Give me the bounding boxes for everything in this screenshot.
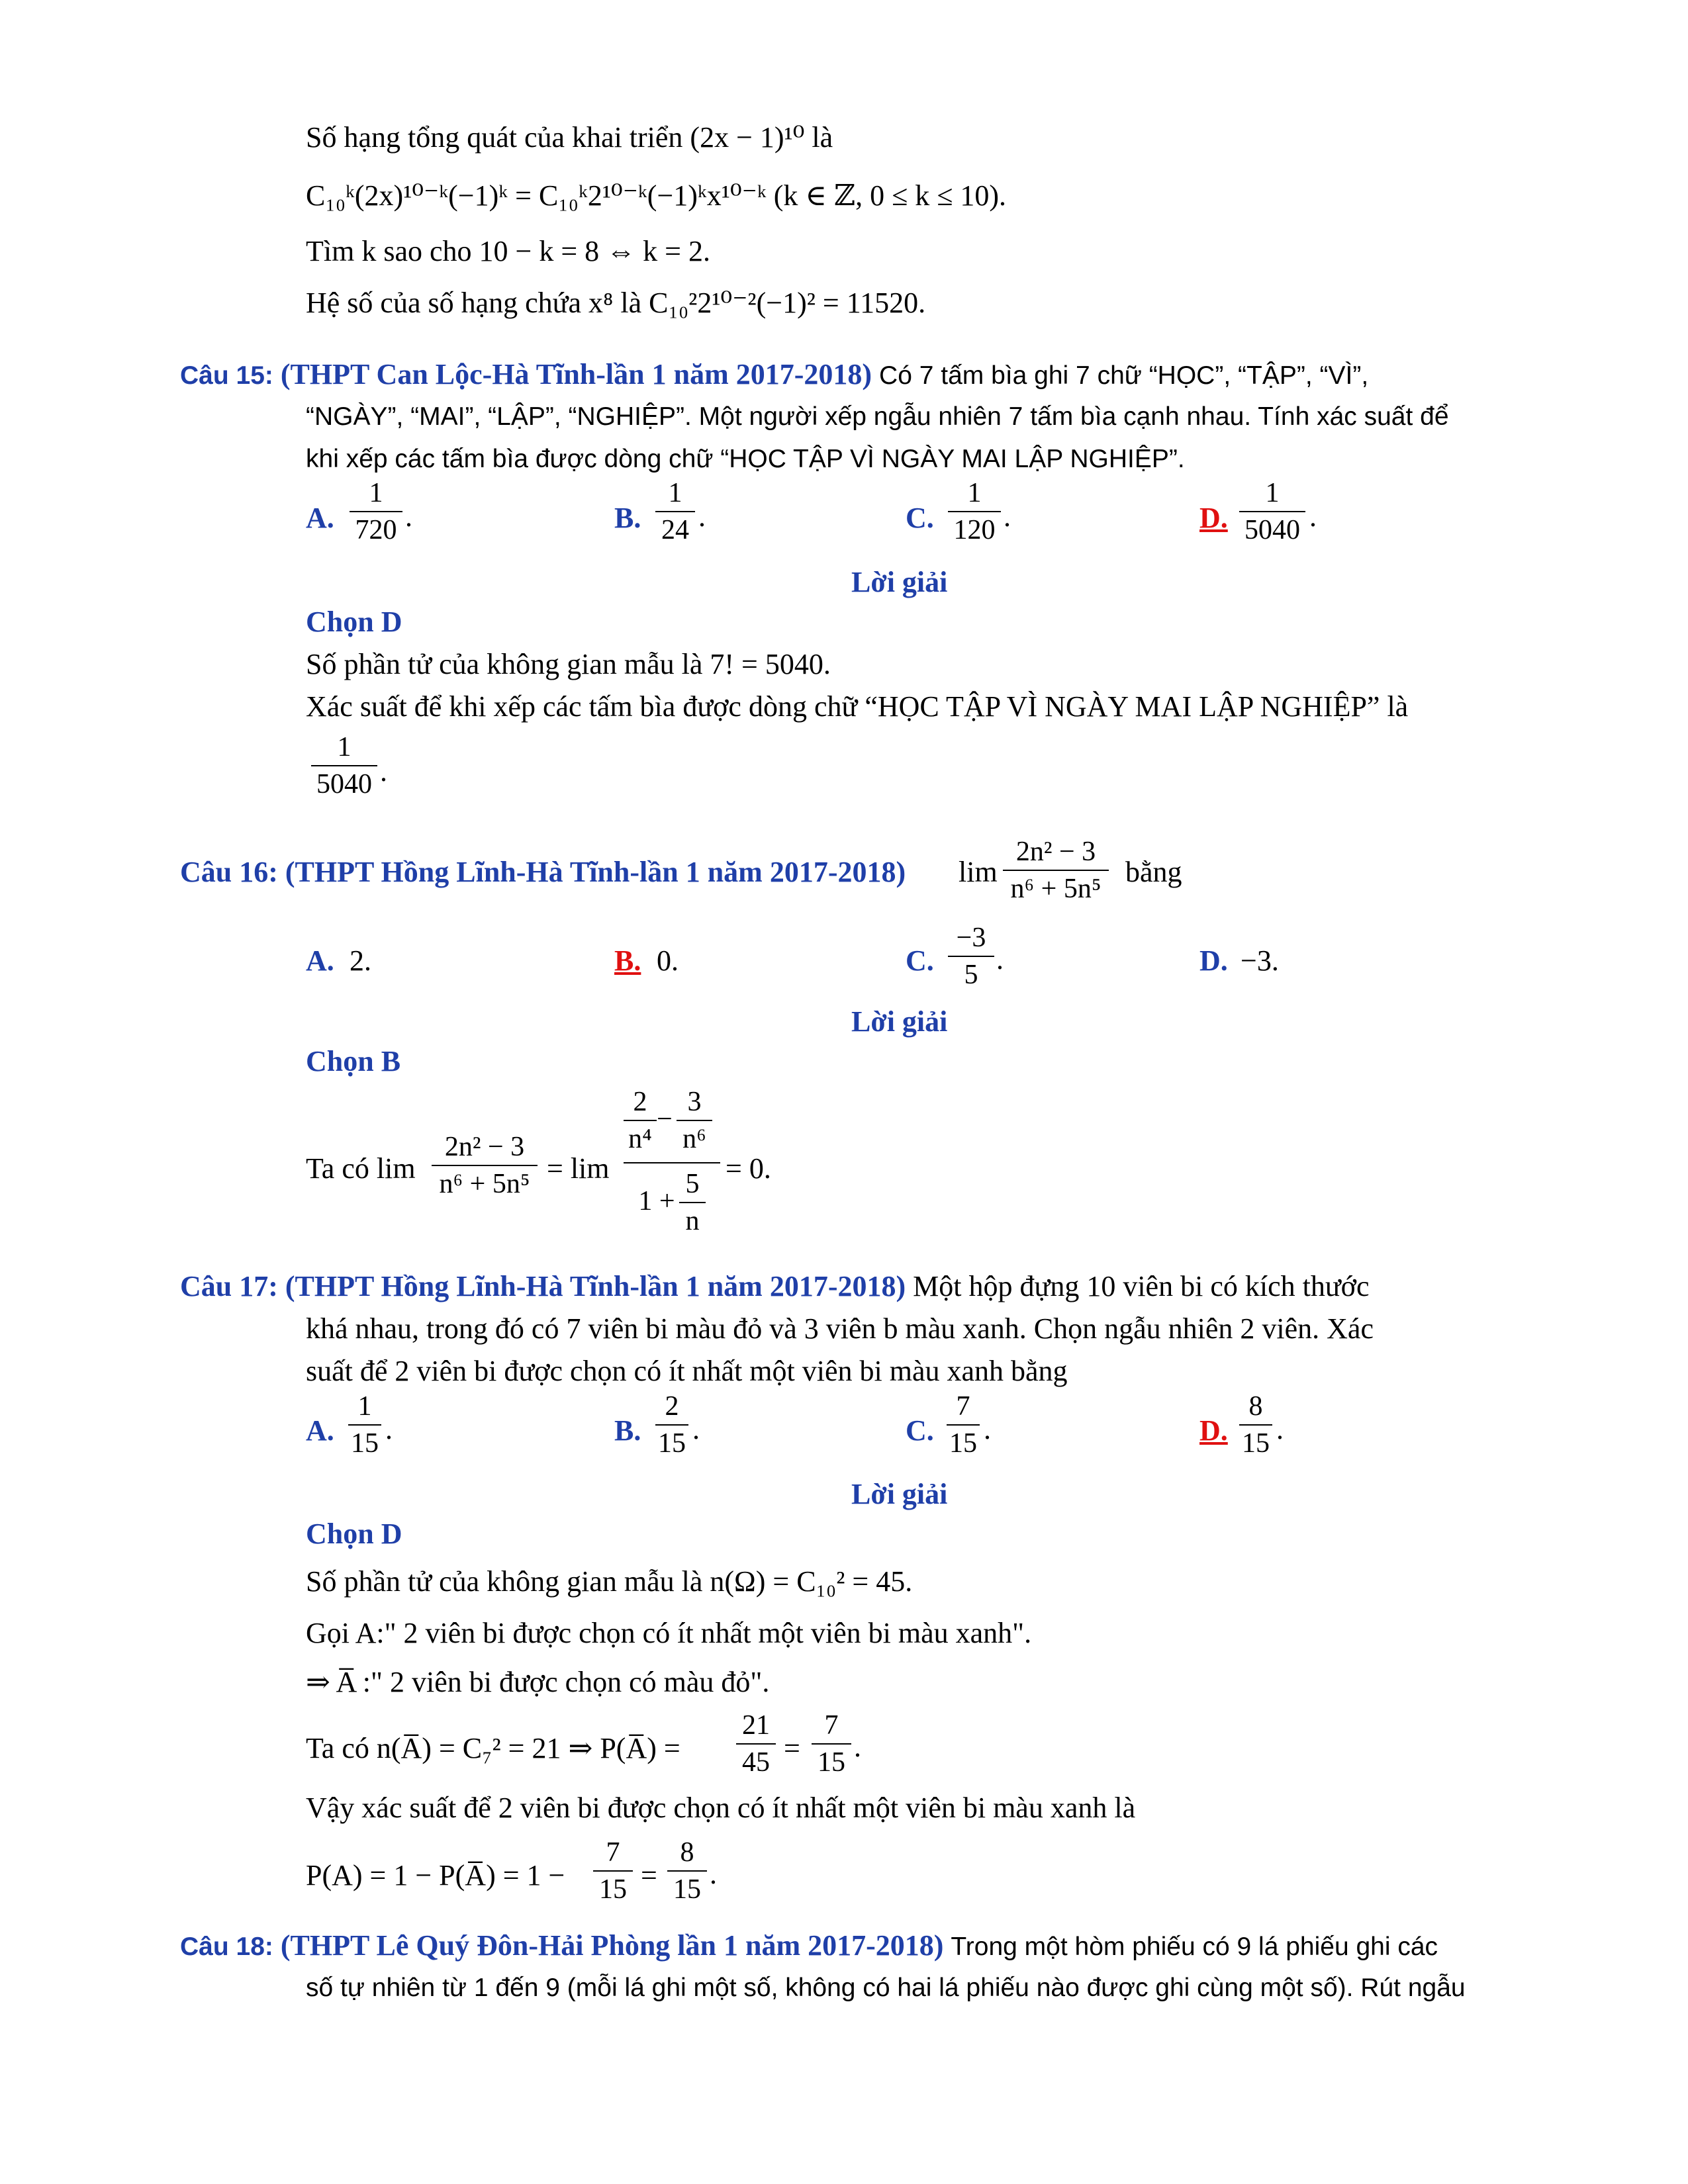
q16-solution-fraction-1 — [432, 1130, 538, 1201]
q17-option-c-fraction — [947, 1390, 980, 1460]
q16-compound-a: 2 n⁴ — [624, 1085, 657, 1156]
q15-option-b-fraction — [655, 477, 695, 547]
q17-option-b-letter[interactable]: B. — [614, 1414, 641, 1447]
question-18-text-2: số tự nhiên từ 1 đến 9 (mỗi lá ghi một số, không có hai lá phiếu nào được ghi cùng một số). Rút ngẫu — [306, 1974, 1466, 2002]
question-source: (THPT Hồng Lĩnh-Hà Tĩnh-lần 1 năm 2017-2018) — [285, 856, 906, 888]
q17-solution-line-6: P(A) = 1 − P(A̅) = 1 − — [306, 1859, 565, 1891]
intro-line-2: C₁₀ᵏ(2x)¹⁰⁻ᵏ(−1)ᵏ = C₁₀ᵏ2¹⁰⁻ᵏ(−1)ᵏx¹⁰⁻ᵏ (k ∈ ℤ, 0 ≤ k ≤ 10). — [306, 179, 1007, 212]
numerator: 2n² − 3 — [1015, 837, 1096, 867]
q15-solution-line-1: Số phần tử của không gian mẫu là 7! = 5040. — [306, 648, 831, 680]
denominator: 15 — [818, 1747, 845, 1778]
denominator: 15 — [949, 1428, 977, 1459]
question-label: Câu 17: — [180, 1270, 278, 1302]
numerator: 1 — [337, 732, 352, 762]
q16-lim: lim — [959, 856, 998, 888]
question-label: Câu 15: — [180, 361, 273, 390]
question-17-text-3: suất để 2 viên bi được chọn có ít nhất một viên bi màu xanh bằng — [306, 1355, 1068, 1387]
question-15-text-2: “NGÀY”, “MAI”, “LẬP”, “NGHIỆP”. Một người xếp ngẫu nhiên 7 tấm bìa cạnh nhau. Tính xác suất để — [306, 402, 1449, 431]
question-source: (THPT Can Lộc-Hà Tĩnh-lần 1 năm 2017-2018) — [280, 358, 872, 390]
q17-option-d-letter[interactable]: D. — [1199, 1414, 1228, 1447]
question-15-text-3: khi xếp các tấm bìa được dòng chữ “HỌC TẬP VÌ NGÀY MAI LẬP NGHIỆP”. — [306, 445, 1185, 473]
numerator: 7 — [606, 1837, 620, 1868]
question-18-header — [180, 1927, 1438, 1966]
denominator: n⁶ + 5n⁵ — [1010, 874, 1102, 904]
q16-compound-c-fraction: 5 n — [679, 1167, 706, 1238]
numerator: 7 — [956, 1391, 970, 1422]
q16-option-d-letter[interactable]: D. — [1199, 944, 1228, 977]
numerator: 7 — [824, 1710, 839, 1741]
q16-compound-b: 3 n⁶ — [677, 1085, 712, 1156]
q16-compound-fraction — [624, 1085, 723, 1244]
q17-solution-line-1: Số phần tử của không gian mẫu là n(Ω) = C₁₀² = 45. — [306, 1565, 913, 1598]
denominator: n⁶ + 5n⁵ — [439, 1169, 530, 1199]
denominator: 45 — [742, 1747, 770, 1778]
denominator: 15 — [1242, 1428, 1270, 1459]
q16-option-d-value: −3. — [1241, 944, 1279, 977]
q17-solution-fraction-3 — [593, 1836, 633, 1906]
question-text: Có 7 tấm bìa ghi 7 chữ “HỌC”, “TẬP”, “VÌ”, — [879, 361, 1369, 390]
question-label: Câu 18: — [180, 1933, 273, 1961]
numerator: 2 — [665, 1391, 679, 1422]
q16-option-c-letter[interactable]: C. — [906, 944, 934, 977]
q17-solution-fraction-1 — [736, 1709, 776, 1779]
q16-solution-mid: = lim — [547, 1152, 610, 1185]
question-source: (THPT Lê Quý Đôn-Hải Phòng lần 1 năm 2017-2018) — [280, 1929, 944, 1962]
q16-compound-minus: − — [657, 1104, 673, 1134]
q17-solution-line-5: Vậy xác suất để 2 viên bi được chọn có ít nhất một viên bi màu xanh là — [306, 1792, 1136, 1824]
q15-option-c-letter[interactable]: C. — [906, 502, 934, 534]
numerator: −3 — [956, 923, 986, 953]
intro-line-3: Tìm k sao cho 10 − k = 8 ⇔ k = 2. — [306, 235, 710, 267]
q17-option-a-letter[interactable]: A. — [306, 1414, 334, 1447]
q15-solution-line-2: Xác suất để khi xếp các tấm bìa được dòng chữ “HỌC TẬP VÌ NGÀY MAI LẬP NGHIỆP” là — [306, 690, 1409, 723]
denominator: 15 — [673, 1874, 701, 1905]
numerator: 8 — [1248, 1391, 1263, 1422]
q16-option-b-value: 0. — [657, 944, 679, 977]
q15-option-b-letter[interactable]: B. — [614, 502, 641, 534]
q17-choice: Chọn D — [306, 1518, 402, 1550]
q17-option-d-fraction — [1239, 1390, 1272, 1460]
numerator: 1 — [357, 1391, 372, 1422]
question-text: Trong một hòm phiếu có 9 lá phiếu ghi các — [951, 1933, 1438, 1961]
q17-option-b-fraction — [655, 1390, 688, 1460]
q16-choice: Chọn B — [306, 1045, 401, 1077]
numerator: 1 — [1265, 478, 1280, 508]
q16-option-c-fraction — [948, 921, 994, 991]
intro-line-1: Số hạng tổng quát của khai triển (2x − 1)¹⁰ là — [306, 121, 833, 154]
q17-option-c-letter[interactable]: C. — [906, 1414, 934, 1447]
q15-option-d-fraction — [1239, 477, 1305, 547]
question-text: Một hộp đựng 10 viên bi có kích thước — [913, 1270, 1370, 1302]
q17-solution-line-4: Ta có n(A̅) = C₇² = 21 ⇒ P(A̅) = — [306, 1732, 680, 1764]
denominator: 5 — [964, 960, 978, 990]
q15-option-a-fraction — [350, 477, 402, 547]
q16-tail: bằng — [1125, 856, 1182, 888]
numerator: 1 — [967, 478, 982, 508]
denominator: 5040 — [316, 769, 372, 799]
q16-limit-fraction — [1003, 835, 1109, 905]
q17-solution-fraction-4 — [667, 1836, 707, 1906]
numerator: 2n² − 3 — [444, 1132, 525, 1162]
q16-solution-prefix: Ta có lim — [306, 1152, 416, 1185]
q15-choice: Chọn D — [306, 606, 402, 638]
numerator: 21 — [742, 1710, 770, 1741]
intro-line-4: Hệ số của số hạng chứa x⁸ là C₁₀²2¹⁰⁻²(−1)² = 11520. — [306, 287, 926, 319]
denominator: 120 — [953, 515, 996, 545]
q17-solution-line-3: ⇒ A̅ :" 2 viên bi được chọn có màu đỏ". — [306, 1666, 770, 1698]
q16-option-b-letter[interactable]: B. — [614, 944, 641, 977]
numerator: 1 — [668, 478, 682, 508]
q17-solution-line-2: Gọi A:" 2 viên bi được chọn có ít nhất một viên bi màu xanh". — [306, 1617, 1032, 1649]
question-17-header — [180, 1268, 1369, 1305]
denominator: 5040 — [1244, 515, 1300, 545]
q16-solution-title: Lời giải — [851, 1005, 948, 1038]
question-16-header — [180, 854, 906, 891]
q17-option-a-fraction — [348, 1390, 381, 1460]
q17-solution-eq-1: = — [784, 1732, 800, 1764]
q15-option-c-fraction — [948, 477, 1001, 547]
question-17-text-2: khá nhau, trong đó có 7 viên bi màu đỏ và 3 viên b màu xanh. Chọn ngẫu nhiên 2 viên. Xác — [306, 1312, 1374, 1345]
numerator: 1 — [369, 478, 383, 508]
q15-solution-fraction — [311, 731, 377, 801]
denominator: 15 — [351, 1428, 379, 1459]
denominator: 24 — [661, 515, 689, 545]
q15-solution-title: Lời giải — [851, 566, 948, 598]
q16-option-a-letter[interactable]: A. — [306, 944, 334, 977]
q16-compound-c: 1 + — [638, 1186, 675, 1216]
q17-solution-eq-2: = — [641, 1859, 657, 1891]
question-15-header — [180, 356, 1368, 394]
denominator: 720 — [355, 515, 397, 545]
denominator: 15 — [599, 1874, 627, 1905]
q15-option-a-letter[interactable]: A. — [306, 502, 334, 534]
denominator: 15 — [658, 1428, 686, 1459]
q16-solution-end: = 0. — [726, 1152, 771, 1185]
q17-solution-fraction-2 — [812, 1709, 851, 1779]
q17-solution-title: Lời giải — [851, 1478, 948, 1510]
document-page: Số hạng tổng quát của khai triển (2x − 1)¹⁰ là C₁₀ᵏ(2x)¹⁰⁻ᵏ(−1)ᵏ = C₁₀ᵏ2¹⁰⁻ᵏ(−1)ᵏx¹⁰⁻ᵏ (k ∈ ℤ, 0 ≤ k ≤ 10). Tìm k sao cho 10 − k = 8 ⇔ k = 2. Hệ số của số hạng chứa x⁸ là C₁₀²2¹⁰⁻²(−1)² = 11520. Câu 15: (THPT Can Lộc-Hà Tĩnh-lần 1 năm 2017-2018) Có 7 tấm bìa ghi 7 chữ “HỌC”, “TẬP”, “VÌ”, “NGÀY”, “MAI”, “LẬP”, “NGHIỆP”. Một người xếp ngẫu nhiên 7 tấm bìa cạnh nhau. Tính xác suất để khi xếp các tấm bìa được dòng chữ “HỌC TẬP VÌ NGÀY MAI LẬP NGHIỆP”. A. 1 720 . B. 1 24 . C. 1 120 . D. 1 5040 . Lời giải Chọn D Số phần tử của không gian mẫu là 7! = 5040. Xác suất để khi xếp các tấm bìa được dòng chữ “HỌC TẬP VÌ NGÀY MAI LẬP NGHIỆP” là 1 5040 . Câu 16: (THPT Hồng Lĩnh-Hà Tĩnh-lần 1 năm 2017-2018) lim 2n² − 3 n⁶ + 5n⁵ bằng A. 2. B. 0. C. −3 5 . D. −3. Lời giải Chọn B Ta có lim 2n² − 3 n⁶ + 5n⁵ = lim 2 n⁴ − 3 n⁶ 1 + 5 n = 0. Câu 17: (THPT Hồng Lĩnh-Hà Tĩnh-lần 1 năm 2017-2018) Một hộp đựng 10 viên bi có kích thước khá nhau, trong đó có 7 viên bi màu đỏ và 3 viên b màu xanh. Chọn ngẫu nhiên 2 viên. Xác suất để 2 viên bi được chọn có ít nhất một viên bi màu xanh bằng A. 1 15 . B. 2 15 . C. 7 15 . D. 8 15 . Lời giải Chọn D Số phần tử của không gian mẫu là n(Ω) = C₁₀² = 45. Gọi A:" 2 viên bi được chọn có ít nhất một viên bi màu xanh". ⇒ A̅ :" 2 viên bi được chọn có màu đỏ". Ta có n(A̅) = C₇² = 21 ⇒ P(A̅) = 21 45 = 7 15 . Vậy xác suất để 2 viên bi được chọn có ít nhất một viên bi màu xanh là P(A) = 1 − P(A̅) = 1 − 7 15 = 8 15 . Câu 18: (THPT Lê Quý Đôn-Hải Phòng lần 1 năm 2017-2018) Trong một hòm phiếu có 9 lá phiếu ghi các số tự nhiên từ 1 đến 9 (mỗi lá ghi một số, không có hai lá phiếu nào được ghi cùng một số). Rút ngẫu — [0, 0, 1688, 2184]
question-label: Câu 16: — [180, 856, 278, 888]
question-source: (THPT Hồng Lĩnh-Hà Tĩnh-lần 1 năm 2017-2018) — [285, 1270, 906, 1302]
q16-option-a-value: 2. — [350, 944, 371, 977]
numerator: 8 — [680, 1837, 694, 1868]
q15-option-d-letter[interactable]: D. — [1199, 502, 1228, 534]
